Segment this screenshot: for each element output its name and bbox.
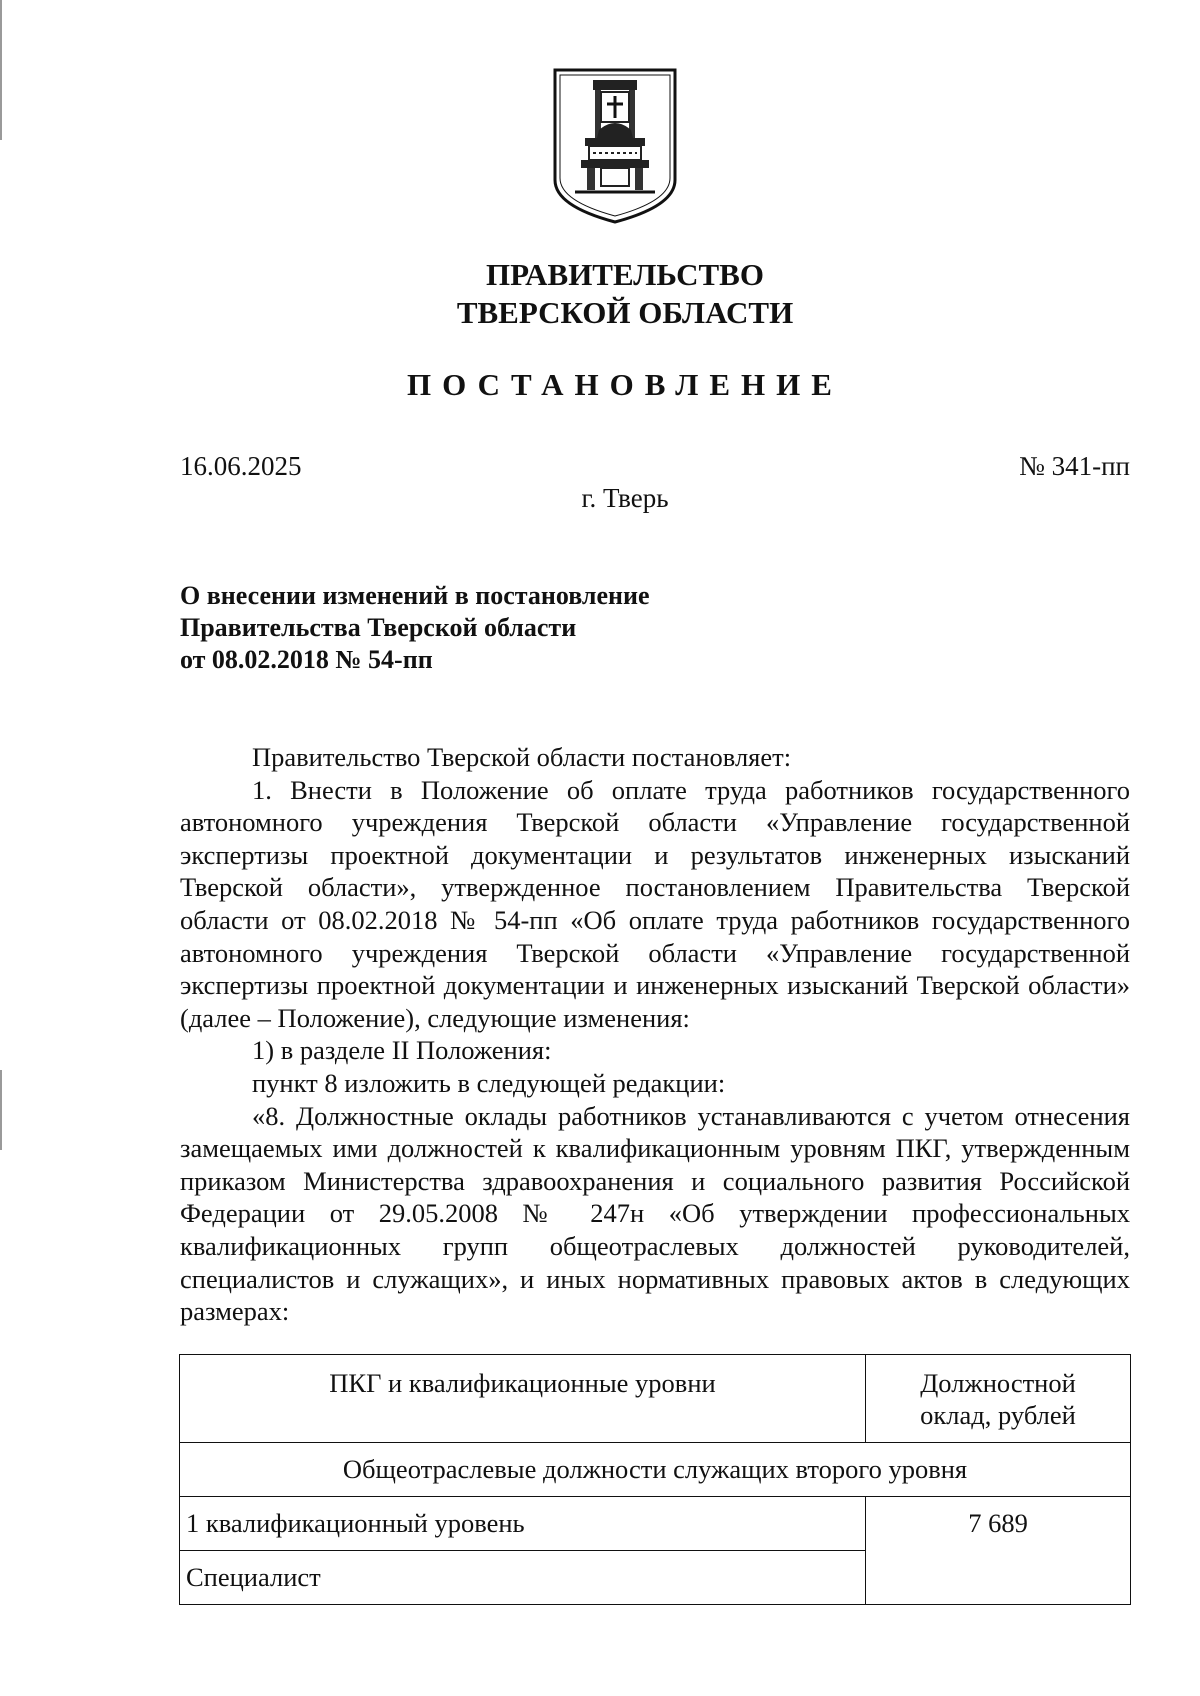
tver-coat-of-arms-icon bbox=[553, 68, 677, 224]
body-paragraph: 1. Внести в Положение об оплате труда работников государственного автономного учреждения Тверской области «Управление государственной экспертизы проектной документации и результатов инженерных изысканий Тверской области», утвержденное постановлением Правительства Тверской области от 08.02.2018 № 54-пп «Об оплате труда работников государственного автономного учреждения Тверской области «Управление государственной экспертизы проектной документации и инженерных изысканий Тверской области» (далее – Положение), следующие изменения: bbox=[180, 774, 1130, 1033]
salary-table bbox=[179, 1354, 1131, 1605]
document-city: г. Тверь bbox=[581, 483, 669, 513]
subject-line: Правительства Тверской области bbox=[180, 613, 577, 642]
salary-value-cell: 7 689 bbox=[866, 1497, 1131, 1605]
document-date: 16.06.2025 bbox=[180, 451, 302, 481]
subject-line: О внесении изменений в постановление bbox=[180, 581, 650, 610]
level-label-cell: 1 квалификационный уровень bbox=[180, 1497, 866, 1551]
body-paragraph: 1) в разделе II Положения: bbox=[252, 1035, 552, 1066]
header-salary-cell bbox=[866, 1355, 1131, 1443]
header-salary-line: Должностной bbox=[920, 1368, 1076, 1398]
header-salary-line: оклад, рублей bbox=[920, 1400, 1076, 1430]
scan-margin-mark bbox=[0, 0, 2, 140]
position-label-cell: Специалист bbox=[180, 1551, 866, 1605]
document-number: № 341-пп bbox=[1019, 451, 1130, 481]
document-type-title: ПОСТАНОВЛЕНИЕ bbox=[407, 367, 843, 402]
body-paragraph: Правительство Тверской области постановляет: bbox=[252, 742, 792, 772]
subject-line: от 08.02.2018 № 54-пп bbox=[180, 645, 433, 674]
document-subject bbox=[180, 580, 650, 676]
table-row bbox=[180, 1497, 1131, 1551]
group-row bbox=[180, 1443, 1131, 1497]
header-level-cell: ПКГ и квалификационные уровни bbox=[180, 1355, 866, 1443]
document-body bbox=[180, 741, 1130, 1328]
table-header-row bbox=[180, 1355, 1131, 1443]
body-paragraph: «8. Должностные оклады работников устанавливаются с учетом отнесения замещаемых ими должностей к квалификационным уровням ПКГ, утвержденным приказом Министерства здравоохранения и социального развития Российской Федерации от 29.05.2008 № 247н «Об утверждении профессиональных квалификационных групп общеотраслевых должностей руководителей, специалистов и служащих», и иных нормативных правовых актов в следующих размерах: bbox=[180, 1100, 1130, 1327]
scan-margin-mark bbox=[0, 1070, 2, 1150]
group-title-cell: Общеотраслевые должности служащих второго уровня bbox=[180, 1443, 1131, 1497]
organization-name-line1: ПРАВИТЕЛЬСТВО bbox=[486, 257, 764, 292]
organization-name-line2: ТВЕРСКОЙ ОБЛАСТИ bbox=[456, 295, 794, 330]
body-paragraph: пункт 8 изложить в следующей редакции: bbox=[252, 1067, 726, 1098]
